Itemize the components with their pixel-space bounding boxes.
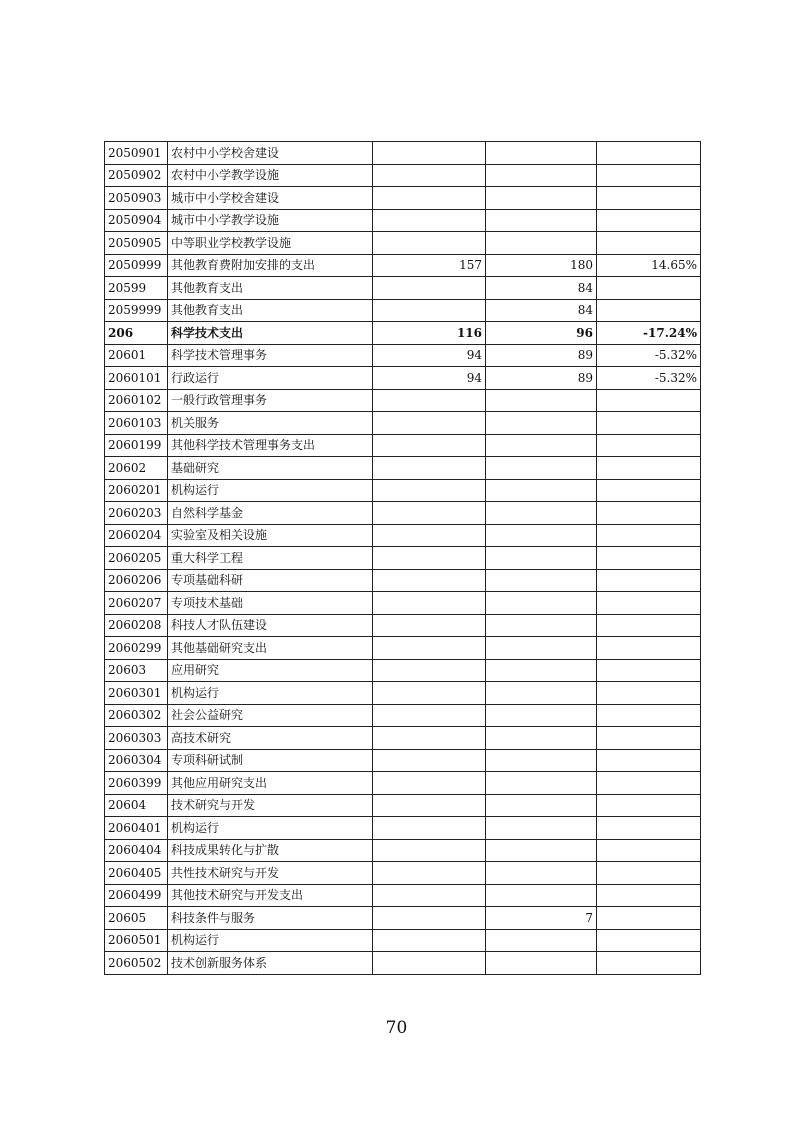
value-cell (373, 614, 486, 637)
item-name-cell: 科技成果转化与扩散 (168, 839, 373, 862)
code-cell: 2060401 (105, 817, 168, 840)
value-cell (486, 412, 597, 435)
change-percent-cell (597, 727, 701, 750)
value-cell (373, 209, 486, 232)
value-cell (486, 232, 597, 255)
item-name-cell: 高技术研究 (168, 727, 373, 750)
table-row (105, 907, 701, 930)
change-percent-cell (597, 839, 701, 862)
value-cell (373, 839, 486, 862)
code-cell: 20602 (105, 457, 168, 480)
change-percent-cell (597, 704, 701, 727)
table-row (105, 164, 701, 187)
table-row (105, 389, 701, 412)
value-cell (486, 794, 597, 817)
item-name-cell: 共性技术研究与开发 (168, 862, 373, 885)
code-cell: 2060208 (105, 614, 168, 637)
value-cell (373, 749, 486, 772)
change-percent-cell (597, 502, 701, 525)
item-name-cell: 农村中小学教学设施 (168, 164, 373, 187)
item-name-cell: 其他基础研究支出 (168, 637, 373, 660)
code-cell: 2060502 (105, 952, 168, 975)
change-percent-cell (597, 794, 701, 817)
table-row (105, 794, 701, 817)
change-percent-cell (597, 479, 701, 502)
change-percent-cell (597, 232, 701, 255)
value-cell (486, 727, 597, 750)
item-name-cell: 其他教育费附加安排的支出 (168, 254, 373, 277)
table-body (105, 142, 701, 975)
table-row (105, 322, 701, 345)
value-cell (486, 389, 597, 412)
change-percent-cell (597, 637, 701, 660)
code-cell: 2060102 (105, 389, 168, 412)
change-percent-cell: -5.32% (597, 344, 701, 367)
code-cell: 2050903 (105, 187, 168, 210)
table-row (105, 367, 701, 390)
table-row (105, 772, 701, 795)
code-cell: 20599 (105, 277, 168, 300)
change-percent-cell (597, 592, 701, 615)
value-cell: 89 (486, 344, 597, 367)
value-cell (373, 164, 486, 187)
value-cell (373, 502, 486, 525)
item-name-cell: 自然科学基金 (168, 502, 373, 525)
item-name-cell: 其他应用研究支出 (168, 772, 373, 795)
table-row (105, 569, 701, 592)
value-cell: 94 (373, 344, 486, 367)
code-cell: 2060302 (105, 704, 168, 727)
value-cell (486, 704, 597, 727)
table-row (105, 299, 701, 322)
code-cell: 2060199 (105, 434, 168, 457)
value-cell (486, 187, 597, 210)
table-row (105, 727, 701, 750)
change-percent-cell (597, 907, 701, 930)
value-cell (373, 929, 486, 952)
table-row (105, 884, 701, 907)
change-percent-cell (597, 299, 701, 322)
item-name-cell: 其他科学技术管理事务支出 (168, 434, 373, 457)
code-cell: 20604 (105, 794, 168, 817)
value-cell (373, 142, 486, 165)
value-cell (486, 524, 597, 547)
value-cell (486, 862, 597, 885)
code-cell: 2060203 (105, 502, 168, 525)
value-cell (373, 479, 486, 502)
code-cell: 2059999 (105, 299, 168, 322)
code-cell: 2060303 (105, 727, 168, 750)
change-percent-cell (597, 772, 701, 795)
value-cell (373, 704, 486, 727)
value-cell (373, 547, 486, 570)
table-row (105, 277, 701, 300)
item-name-cell: 农村中小学校舍建设 (168, 142, 373, 165)
change-percent-cell (597, 929, 701, 952)
value-cell (373, 457, 486, 480)
table-row (105, 547, 701, 570)
item-name-cell: 科学技术管理事务 (168, 344, 373, 367)
code-cell: 2050902 (105, 164, 168, 187)
change-percent-cell: -5.32% (597, 367, 701, 390)
change-percent-cell (597, 524, 701, 547)
value-cell (373, 862, 486, 885)
value-cell (486, 142, 597, 165)
value-cell (373, 277, 486, 300)
code-cell: 2060399 (105, 772, 168, 795)
table-row (105, 862, 701, 885)
value-cell (373, 592, 486, 615)
change-percent-cell: -17.24% (597, 322, 701, 345)
code-cell: 20603 (105, 659, 168, 682)
code-cell: 2050904 (105, 209, 168, 232)
value-cell (486, 659, 597, 682)
code-cell: 2060101 (105, 367, 168, 390)
table-row (105, 637, 701, 660)
item-name-cell: 社会公益研究 (168, 704, 373, 727)
change-percent-cell (597, 389, 701, 412)
change-percent-cell (597, 682, 701, 705)
change-percent-cell (597, 659, 701, 682)
change-percent-cell (597, 457, 701, 480)
item-name-cell: 其他教育支出 (168, 299, 373, 322)
value-cell (486, 929, 597, 952)
table-row (105, 929, 701, 952)
table-row (105, 592, 701, 615)
change-percent-cell: 14.65% (597, 254, 701, 277)
table-row (105, 524, 701, 547)
value-cell (373, 232, 486, 255)
value-cell (486, 164, 597, 187)
value-cell (373, 682, 486, 705)
code-cell: 2050999 (105, 254, 168, 277)
change-percent-cell (597, 547, 701, 570)
table-row (105, 479, 701, 502)
page-number: 70 (385, 1018, 408, 1038)
value-cell (486, 547, 597, 570)
value-cell (486, 817, 597, 840)
value-cell: 180 (486, 254, 597, 277)
item-name-cell: 基础研究 (168, 457, 373, 480)
item-name-cell: 城市中小学校舍建设 (168, 187, 373, 210)
value-cell (373, 187, 486, 210)
value-cell (486, 749, 597, 772)
table-row (105, 817, 701, 840)
value-cell: 96 (486, 322, 597, 345)
item-name-cell: 科学技术支出 (168, 322, 373, 345)
item-name-cell: 其他教育支出 (168, 277, 373, 300)
code-cell: 20605 (105, 907, 168, 930)
item-name-cell: 行政运行 (168, 367, 373, 390)
value-cell (373, 884, 486, 907)
item-name-cell: 中等职业学校教学设施 (168, 232, 373, 255)
value-cell (486, 682, 597, 705)
table-row (105, 614, 701, 637)
item-name-cell: 城市中小学教学设施 (168, 209, 373, 232)
code-cell: 206 (105, 322, 168, 345)
item-name-cell: 一般行政管理事务 (168, 389, 373, 412)
item-name-cell: 机构运行 (168, 479, 373, 502)
code-cell: 2050905 (105, 232, 168, 255)
table-row (105, 952, 701, 975)
table-row (105, 254, 701, 277)
change-percent-cell (597, 277, 701, 300)
code-cell: 2060499 (105, 884, 168, 907)
value-cell (486, 637, 597, 660)
table-row (105, 749, 701, 772)
item-name-cell: 专项科研试制 (168, 749, 373, 772)
value-cell: 116 (373, 322, 486, 345)
value-cell (373, 659, 486, 682)
table-row (105, 209, 701, 232)
code-cell: 2060501 (105, 929, 168, 952)
value-cell (486, 952, 597, 975)
value-cell (486, 884, 597, 907)
value-cell (373, 412, 486, 435)
table-row (105, 682, 701, 705)
table-row (105, 704, 701, 727)
change-percent-cell (597, 862, 701, 885)
value-cell (373, 817, 486, 840)
value-cell (373, 434, 486, 457)
value-cell (486, 434, 597, 457)
value-cell: 84 (486, 277, 597, 300)
code-cell: 2060207 (105, 592, 168, 615)
item-name-cell: 机构运行 (168, 929, 373, 952)
value-cell (373, 524, 486, 547)
code-cell: 2060404 (105, 839, 168, 862)
code-cell: 2060201 (105, 479, 168, 502)
value-cell (373, 637, 486, 660)
code-cell: 2060405 (105, 862, 168, 885)
value-cell (373, 907, 486, 930)
code-cell: 2060299 (105, 637, 168, 660)
table-row (105, 457, 701, 480)
table-row (105, 142, 701, 165)
item-name-cell: 应用研究 (168, 659, 373, 682)
code-cell: 2060304 (105, 749, 168, 772)
item-name-cell: 专项基础科研 (168, 569, 373, 592)
change-percent-cell (597, 434, 701, 457)
value-cell (373, 772, 486, 795)
value-cell (486, 479, 597, 502)
item-name-cell: 科技条件与服务 (168, 907, 373, 930)
change-percent-cell (597, 614, 701, 637)
change-percent-cell (597, 952, 701, 975)
value-cell: 89 (486, 367, 597, 390)
table-row (105, 659, 701, 682)
value-cell: 94 (373, 367, 486, 390)
change-percent-cell (597, 569, 701, 592)
value-cell (373, 952, 486, 975)
table-row (105, 232, 701, 255)
value-cell (486, 592, 597, 615)
item-name-cell: 技术创新服务体系 (168, 952, 373, 975)
item-name-cell: 其他技术研究与开发支出 (168, 884, 373, 907)
value-cell (373, 299, 486, 322)
value-cell (373, 389, 486, 412)
code-cell: 2060206 (105, 569, 168, 592)
value-cell (373, 727, 486, 750)
table-row (105, 344, 701, 367)
value-cell: 157 (373, 254, 486, 277)
change-percent-cell (597, 817, 701, 840)
table-row (105, 187, 701, 210)
change-percent-cell (597, 412, 701, 435)
item-name-cell: 科技人才队伍建设 (168, 614, 373, 637)
value-cell (486, 772, 597, 795)
code-cell: 2060103 (105, 412, 168, 435)
change-percent-cell (597, 142, 701, 165)
item-name-cell: 专项技术基础 (168, 592, 373, 615)
item-name-cell: 技术研究与开发 (168, 794, 373, 817)
code-cell: 2050901 (105, 142, 168, 165)
change-percent-cell (597, 164, 701, 187)
table-row (105, 502, 701, 525)
change-percent-cell (597, 884, 701, 907)
value-cell (486, 457, 597, 480)
table-row (105, 434, 701, 457)
value-cell (486, 502, 597, 525)
code-cell: 2060204 (105, 524, 168, 547)
budget-table (104, 141, 701, 975)
item-name-cell: 机构运行 (168, 682, 373, 705)
code-cell: 20601 (105, 344, 168, 367)
table-row (105, 839, 701, 862)
table-row (105, 412, 701, 435)
value-cell (373, 569, 486, 592)
code-cell: 2060301 (105, 682, 168, 705)
code-cell: 2060205 (105, 547, 168, 570)
item-name-cell: 机关服务 (168, 412, 373, 435)
item-name-cell: 重大科学工程 (168, 547, 373, 570)
item-name-cell: 实验室及相关设施 (168, 524, 373, 547)
value-cell (486, 569, 597, 592)
item-name-cell: 机构运行 (168, 817, 373, 840)
change-percent-cell (597, 749, 701, 772)
change-percent-cell (597, 187, 701, 210)
value-cell: 84 (486, 299, 597, 322)
value-cell (486, 209, 597, 232)
value-cell (486, 614, 597, 637)
change-percent-cell (597, 209, 701, 232)
value-cell: 7 (486, 907, 597, 930)
value-cell (373, 794, 486, 817)
value-cell (486, 839, 597, 862)
